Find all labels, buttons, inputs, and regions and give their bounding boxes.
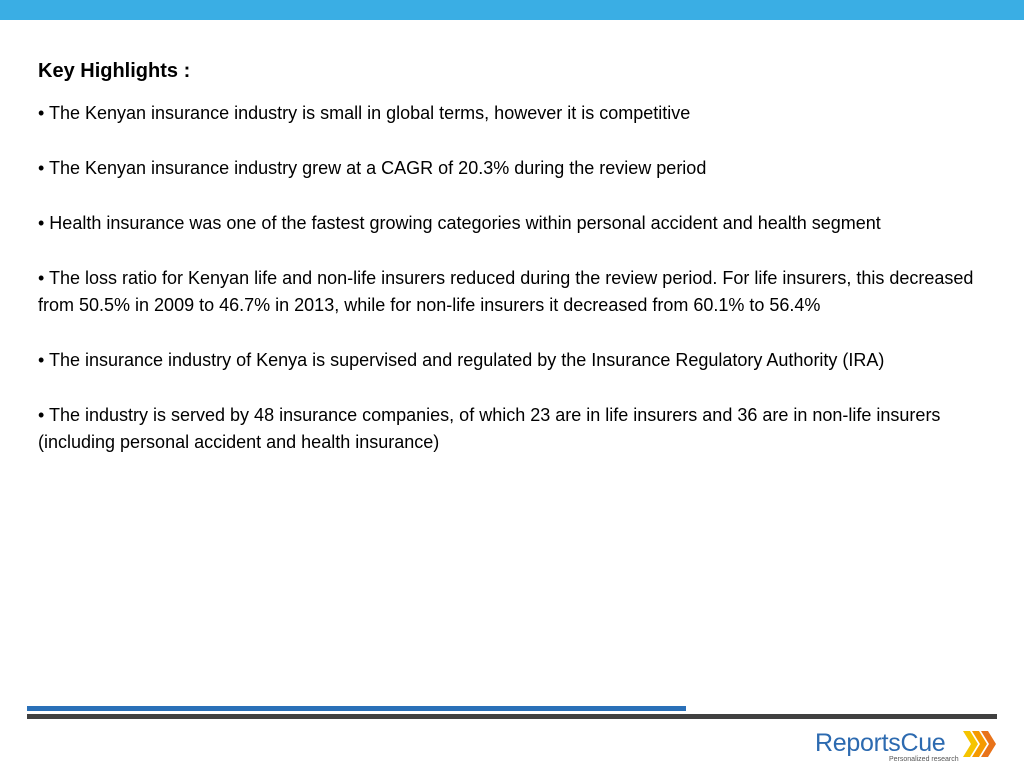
bullet-item-3: • Health insurance was one of the fastest growing categories within personal accident and health segment bbox=[38, 213, 881, 233]
slide-title: Key Highlights : bbox=[38, 60, 191, 82]
logo-wordmark-reports: Reports bbox=[815, 729, 901, 757]
bullet-item-2: • The Kenyan insurance industry grew at a CAGR of 20.3% during the review period bbox=[38, 158, 707, 178]
logo-wordmark bbox=[815, 728, 945, 758]
logo-tagline: Personalized research bbox=[889, 756, 959, 763]
logo-wordmark-cue: Cue bbox=[900, 729, 946, 757]
bullet-item-1: • The Kenyan insurance industry is small in global terms, however it is competitive bbox=[38, 103, 691, 123]
bullet-item-4: • The loss ratio for Kenyan life and non-life insurers reduced during the review period. For life insurers, this decreased from 50.5% in 2009 to 46.7% in 2013, while for non-life insurers it decreased from 60.1% to 56.4% bbox=[38, 268, 974, 315]
bullet-item-5: • The insurance industry of Kenya is supervised and regulated by the Insurance Regulatory Authority (IRA) bbox=[38, 350, 885, 370]
slide-content bbox=[38, 56, 988, 484]
chevron-arrows-icon bbox=[963, 731, 997, 757]
top-accent-bar bbox=[0, 0, 1024, 20]
footer-divider-dark bbox=[27, 714, 997, 719]
reportscue-logo bbox=[815, 728, 1005, 768]
bullet-item-6: • The industry is served by 48 insurance companies, of which 23 are in life insurers and 36 are in non-life insurers (including personal accident and health insurance) bbox=[38, 405, 941, 452]
footer-divider-blue bbox=[27, 706, 686, 711]
